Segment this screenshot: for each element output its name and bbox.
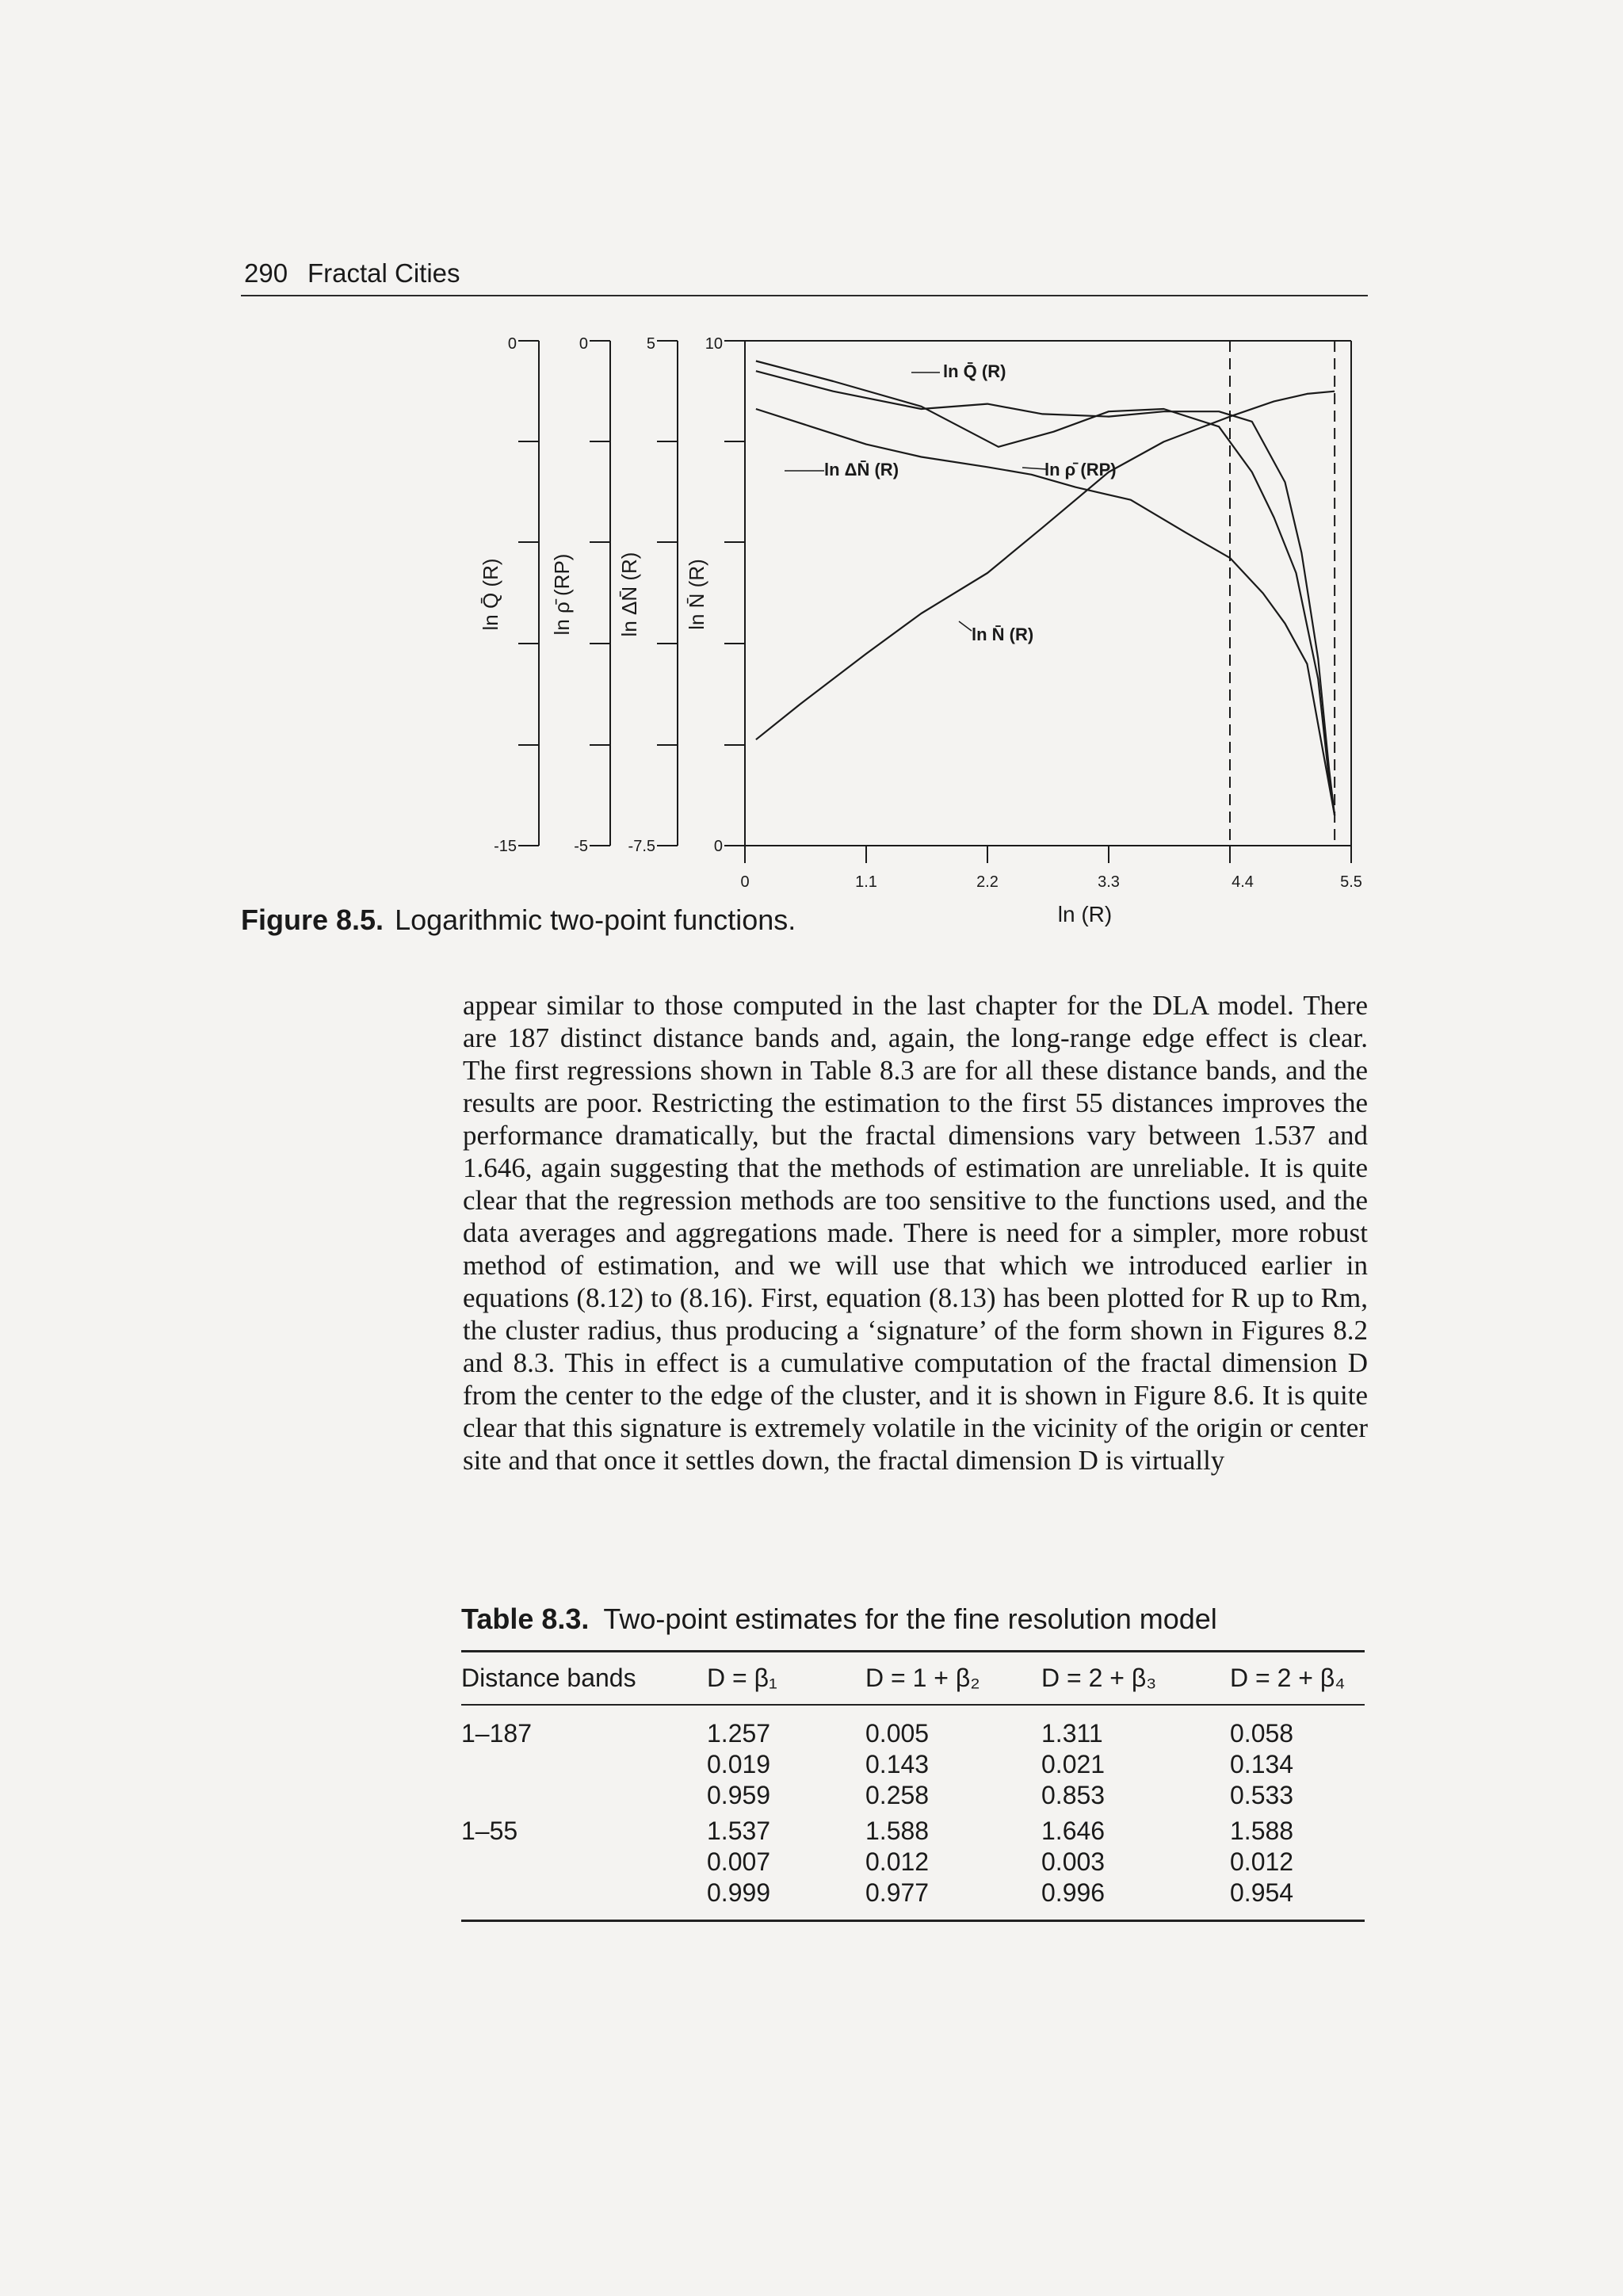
table-cell: 1.311: [1041, 1719, 1103, 1748]
table-cell: [461, 1780, 707, 1811]
table-cell: 1–187: [461, 1719, 532, 1748]
page-number: 290: [244, 258, 288, 288]
series-line-3: [756, 392, 1335, 740]
table-label: Table 8.3.: [461, 1603, 590, 1635]
x-tick-label: 2.2: [976, 873, 999, 891]
x-tick-label: 3.3: [1098, 873, 1120, 891]
plot-frame: [745, 341, 1351, 846]
table-row: [461, 1878, 1365, 1921]
x-tick-label: 4.4: [1232, 873, 1254, 891]
series-line-0: [756, 371, 1335, 816]
table-cell: [461, 1878, 707, 1921]
left-axis-bottom-label: -7.5: [628, 838, 655, 855]
left-axis-bottom-label: 0: [713, 838, 723, 855]
left-axis-top-label: 0: [507, 335, 517, 353]
series-annotation: ln N̄ (R): [972, 625, 1034, 644]
table-cell: 1.588: [865, 1817, 930, 1845]
annotation-leader: [959, 621, 972, 631]
table-row: [461, 1749, 1365, 1780]
left-axis-top-label: 5: [646, 335, 655, 353]
left-axis-bottom-label: -5: [574, 838, 588, 855]
x-axis: [740, 846, 1361, 926]
table-cell: 0.012: [865, 1847, 930, 1876]
table-cell: 0.996: [1041, 1878, 1106, 1907]
left-axes: [479, 335, 745, 855]
col-header-beta3: D = 2 + β₃: [1041, 1664, 1157, 1692]
table-cell: 0.005: [865, 1719, 930, 1748]
table-cell: 0.058: [1230, 1719, 1294, 1748]
table-title-text: Two-point estimates for the fine resolution model: [603, 1603, 1217, 1635]
annotation-leader: [1022, 468, 1046, 469]
left-axis-top-label: 10: [705, 335, 723, 353]
series-annotation: ln Q̄ (R): [943, 361, 1006, 381]
running-title: Fractal Cities: [307, 258, 460, 288]
table-cell: 1–55: [461, 1817, 518, 1845]
table-header-row: [461, 1652, 1365, 1706]
table-cell: 1.588: [1230, 1817, 1294, 1845]
table-row: [461, 1847, 1365, 1878]
table-cell: 0.977: [865, 1878, 930, 1907]
left-axis-title: ln ΔN̄ (R): [617, 552, 641, 637]
left-axis-bottom-label: -15: [494, 838, 517, 855]
table-cell: 1.646: [1041, 1817, 1106, 1845]
series-annotation: ln ΔN̄ (R): [824, 460, 899, 479]
x-tick-label: 1.1: [855, 873, 877, 891]
table-cell: 1.257: [707, 1719, 771, 1748]
x-tick-label: 5.5: [1340, 873, 1362, 891]
x-tick-label: 0: [740, 873, 750, 891]
table-row: [461, 1705, 1365, 1749]
left-axis-title: ln N̄ (R): [685, 559, 708, 630]
table-cell: 1.537: [707, 1817, 771, 1845]
table-cell: 0.012: [1230, 1847, 1294, 1876]
col-header-distance-bands: Distance bands: [461, 1664, 636, 1692]
table-cell: 0.999: [707, 1878, 771, 1907]
series-layer: [756, 361, 1335, 816]
series-annotation: ln ρ̄ (RP): [1044, 460, 1117, 479]
col-header-beta1: D = β₁: [707, 1664, 777, 1692]
col-header-beta2: D = 1 + β₂: [865, 1664, 980, 1692]
table-cell: [461, 1847, 707, 1878]
table-cell: 0.021: [1041, 1750, 1106, 1778]
table-row: [461, 1811, 1365, 1847]
table-cell: [461, 1749, 707, 1780]
table-cell: 0.019: [707, 1750, 771, 1778]
figure-caption-text: Logarithmic two-point functions.: [395, 904, 796, 936]
table-title: [461, 1603, 1217, 1636]
table-cell: 0.003: [1041, 1847, 1106, 1876]
table-cell: 0.258: [865, 1781, 930, 1809]
table-cell: 0.533: [1230, 1781, 1294, 1809]
table-row: [461, 1780, 1365, 1811]
left-axis-title: ln Q̄ (R): [479, 558, 502, 631]
body-paragraph: appear similar to those computed in the last chapter for the DLA model. There are 187 distinct distance bands and, again, the long-range edge effect is clear. The first regressions shown in Table 8.3 are for all these distance bands, and the results are poor. Restricting the estimation to the first 55 distances improves the performance dramatically, but the fractal dimensions vary between 1.537 and 1.646, again suggesting that the methods of estimation are unreliable. It is quite clear that the regression methods are too sensitive to the functions used, and the data averages and aggregations made. There is need for a simpler, more robust method of estimation, and we will use that which we introduced earlier in equations (8.12) to (8.16). First, equation (8.13) has been plotted for R up to Rm, the cluster radius, thus producing a ‘signature’ of the form shown in Figures 8.2 and 8.3. This in effect is a cumulative computation of the fractal dimension D from the center to the edge of the cluster, and it is shown in Figure 8.6. It is quite clear that this signature is extremely volatile in the vicinity of the origin or center site and that once it settles down, the fractal dimension D is virtually: [463, 990, 1368, 1476]
table-cell: 0.954: [1230, 1878, 1294, 1907]
table-cell: 0.143: [865, 1750, 930, 1778]
figure-caption: [241, 904, 796, 937]
table-cell: 0.853: [1041, 1781, 1106, 1809]
left-axis-title: ln ρ̄ (RP): [550, 553, 574, 636]
series-line-1: [756, 361, 1335, 816]
table-cell: 0.959: [707, 1781, 771, 1809]
col-header-beta4: D = 2 + β₄: [1230, 1664, 1346, 1692]
results-table: [461, 1650, 1365, 1922]
left-axis-top-label: 0: [579, 335, 588, 353]
table-cell: 0.134: [1230, 1750, 1294, 1778]
x-axis-label: ln (R): [1057, 902, 1113, 926]
table-cell: 0.007: [707, 1847, 771, 1876]
figure-caption-label: Figure 8.5.: [241, 904, 384, 936]
